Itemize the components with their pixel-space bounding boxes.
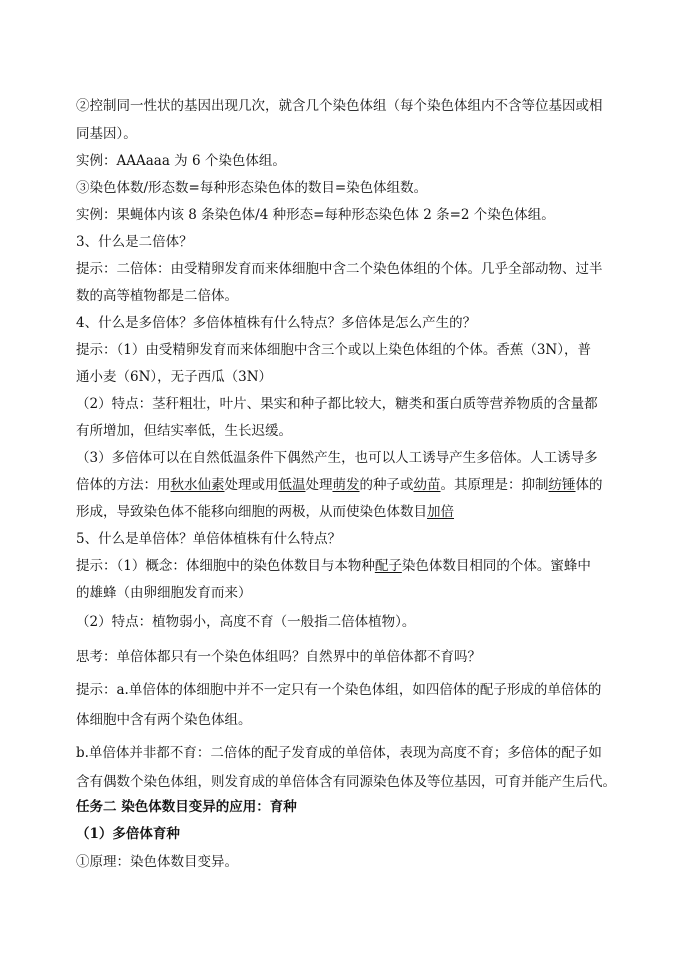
- text-line-underlined: [76, 502, 616, 522]
- section-heading: 任务二 染色体数目变异的应用：育种: [76, 799, 297, 815]
- text-line-underlined: [76, 475, 616, 495]
- question-heading: 4、什么是多倍体？多倍体植株有什么特点？多倍体是怎么产生的？: [76, 315, 477, 331]
- text-line: 的雄蜂（由卵细胞发育而来）: [76, 585, 252, 601]
- text-span: 体的: [575, 477, 603, 493]
- underlined-term: 配子: [374, 558, 402, 574]
- text-line: 提示：二倍体：由受精卵发育而来体细胞中含二个染色体组的个体。几乎全部动物、过半: [76, 261, 603, 277]
- text-span: 倍体的方法：用: [76, 477, 171, 493]
- text-span: 处理: [305, 477, 333, 493]
- question-heading: 3、什么是二倍体？: [76, 234, 193, 250]
- underlined-term: 萌发: [332, 477, 360, 493]
- underlined-term: 秋水仙素: [170, 477, 225, 493]
- text-line: 数的高等植物都是二倍体。: [76, 288, 238, 304]
- underlined-term: 幼苗: [413, 477, 441, 493]
- text-line: 提示：a.单倍体的体细胞中并不一定只有一个染色体组，如四倍体的配子形成的单倍体的: [76, 682, 602, 698]
- text-line: 含有偶数个染色体组，则发育成的单倍体含有同源染色体及等位基因，可育并能产生后代。: [76, 774, 616, 790]
- text-span: 的种子或: [359, 477, 414, 493]
- text-line: 通小麦（6N），无子西瓜（3N）: [76, 369, 273, 385]
- text-span: 形成，导致染色体不能移向细胞的两极，从而使染色体数目: [76, 504, 427, 520]
- text-line: ①原理：染色体数目变异。: [76, 854, 238, 870]
- text-line: 实例：果蝇体内该 8 条染色体/4 种形态=每种形态染色体 2 条=2 个染色体组。: [76, 207, 555, 223]
- subsection-heading: （1）多倍体育种: [76, 826, 180, 842]
- text-span: 染色体数目相同的个体。蜜蜂中: [401, 558, 591, 574]
- text-span: 。其原理是：抑制: [440, 477, 549, 493]
- underlined-term: 低温: [278, 477, 306, 493]
- text-line: 有所增加，但结实率低，生长迟缓。: [76, 423, 292, 439]
- text-line: （2）特点：植物弱小，高度不育（一般指二倍体植物）。: [76, 614, 416, 630]
- underlined-term: 加倍: [427, 504, 454, 520]
- text-line: 实例：AAAaaa 为 6 个染色体组。: [76, 153, 286, 169]
- text-span: 处理或用: [224, 477, 279, 493]
- text-line: （2）特点：茎秆粗壮，叶片、果实和种子都比较大，糖类和蛋白质等营养物质的含量都: [76, 396, 598, 412]
- text-line: ③染色体数/形态数=每种形态染色体的数目=染色体组数。: [76, 180, 428, 196]
- underlined-term: 纺锤: [548, 477, 576, 493]
- text-line: b.单倍体并非都不育：二倍体的配子发育成的单倍体，表现为高度不育；多倍体的配子如: [76, 745, 602, 761]
- text-line-underlined: [76, 556, 616, 576]
- text-line: 同基因）。: [76, 126, 137, 142]
- text-line: ②控制同一性状的基因出现几次，就含几个染色体组（每个染色体组内不含等位基因或相: [76, 98, 603, 114]
- text-line: 体细胞中含有两个染色体组。: [76, 712, 252, 728]
- text-line: 思考：单倍体都只有一个染色体组吗？自然界中的单倍体都不育吗？: [76, 649, 481, 665]
- text-line: 提示：（1）由受精卵发育而来体细胞中含三个或以上染色体组的个体。香蕉（3N），普: [76, 342, 591, 358]
- text-span: 提示：（1）概念：体细胞中的染色体数目与本物种: [76, 558, 375, 574]
- question-heading: 5、什么是单倍体？单倍体植株有什么特点？: [76, 531, 342, 547]
- text-line: （3）多倍体可以在自然低温条件下偶然产生，也可以人工诱导产生多倍体。人工诱导多: [76, 450, 598, 466]
